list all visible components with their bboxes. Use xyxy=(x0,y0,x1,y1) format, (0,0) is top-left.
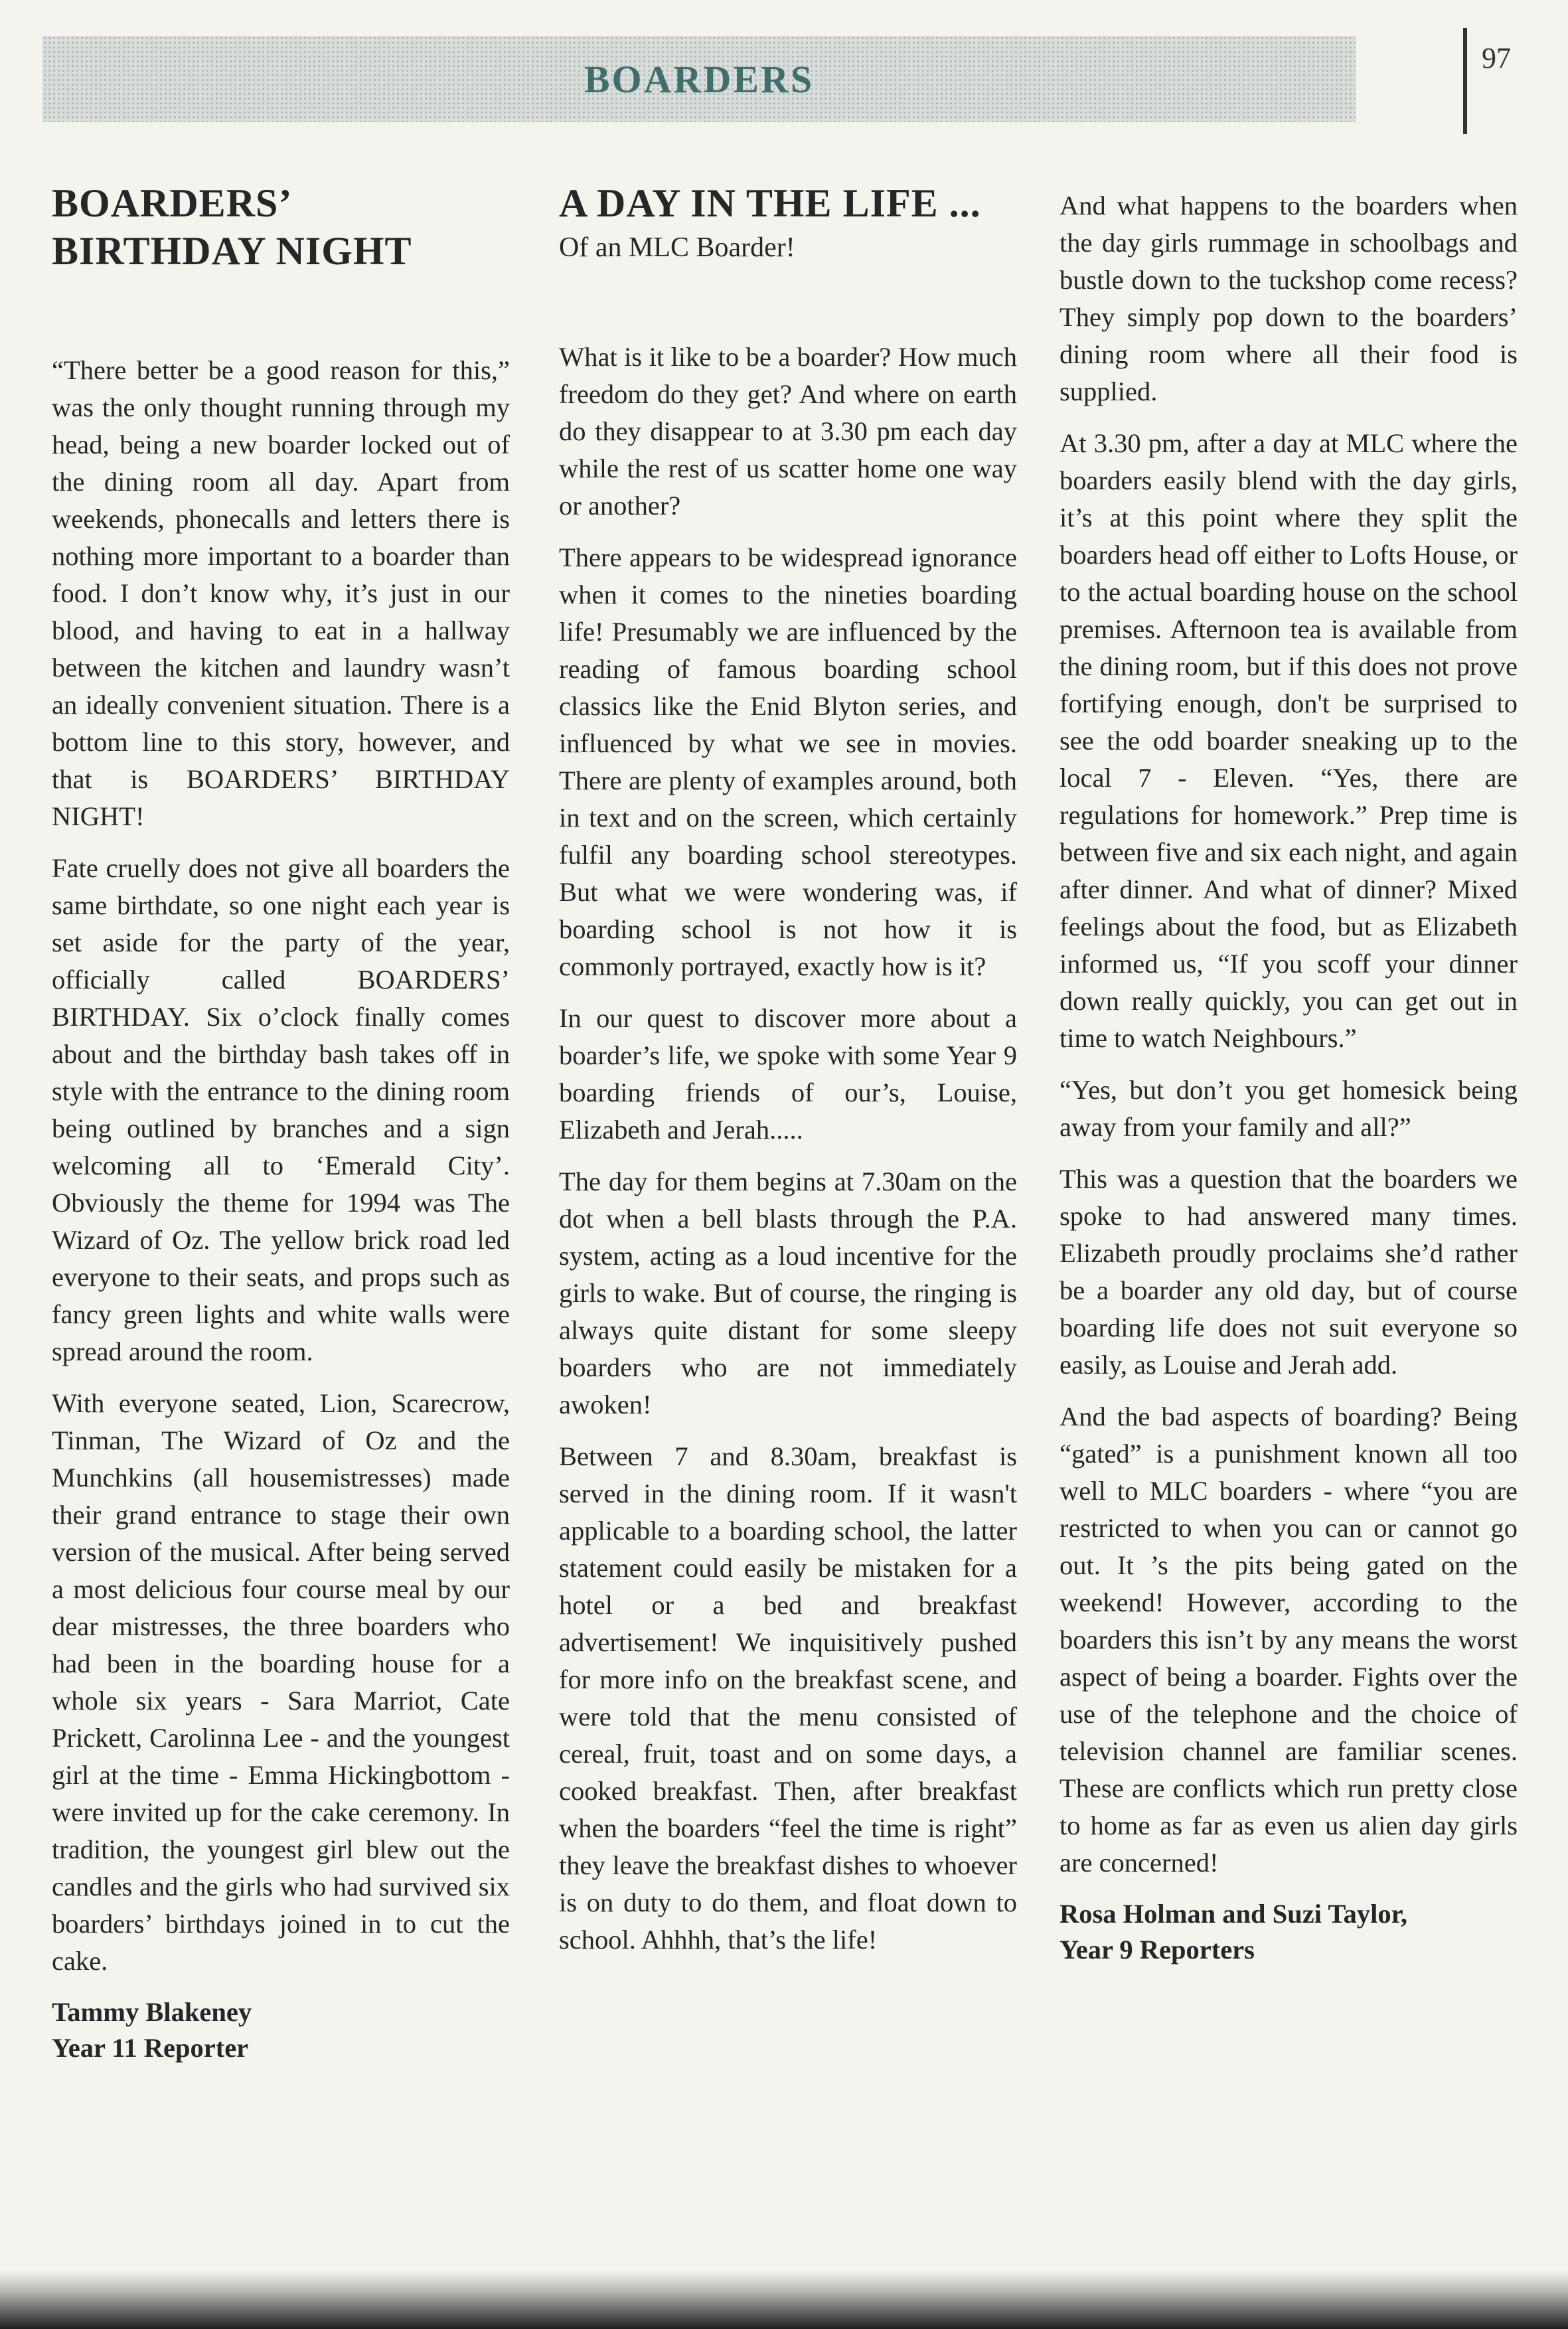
paragraph: And what happens to the boarders when the day girls rummage in schoolbags and bustle down to the tuckshop come recess? They simply pop down to the boarders’ dining room where all their food is supplied. xyxy=(1059,191,1518,406)
page-edge-shadow xyxy=(0,2271,1568,2329)
page-number-rule xyxy=(1463,28,1467,134)
headline-line-1: BOARDERS’ xyxy=(52,181,293,225)
page-number: 97 xyxy=(1482,42,1511,74)
byline-name: Rosa Holman and Suzi Taylor, xyxy=(1059,1899,1408,1929)
byline-role: Year 11 Reporter xyxy=(52,2033,249,2063)
article-day-in-the-life-continued xyxy=(1059,187,1518,1968)
paragraph: With everyone seated, Lion, Scarecrow, Tinman, The Wizard of Oz and the Munchkins (all housemistresses) made their grand entrance to stage their own version of the musical. After being served a most delicious four course meal by our dear mistresses, the three boarders who had been in the boarding house for a whole six years - Sara Marriot, Cate Prickett, Carolinna Lee - and the youngest girl at the time - Emma Hickingbottom - were invited up for the cake ceremony. In tradition, the youngest girl blew out the candles and the girls who had survived six boarders’ birthdays joined in to cut the cake. xyxy=(52,1388,510,1976)
byline-role: Year 9 Reporters xyxy=(1059,1935,1255,1965)
article-headline xyxy=(52,179,510,275)
article-day-in-the-life xyxy=(559,179,1017,1973)
paragraph: The day for them begins at 7.30am on the dot when a bell blasts through the P.A. system, acting as a loud incentive for the girls to wake. But of course, the ringing is always quite distant for some sleepy boarders who are not immediately awoken! xyxy=(559,1166,1017,1419)
section-title: BOARDERS xyxy=(584,58,815,101)
paragraph: “There better be a good reason for this,” was the only thought running through my head, being a new boarder locked out of the dining room all day. Apart from weekends, phonecalls and letters there is nothing more important to a boarder than food. I don’t know why, it’s just in our blood, and having to eat in a hallway between the kitchen and laundry wasn’t an ideally convenient situation. There is a bottom line to this story, however, and that is BOARDERS’ BIRTHDAY NIGHT! xyxy=(52,355,510,831)
paragraph: In our quest to discover more about a boarder’s life, we spoke with some Year 9 boarding friends of our’s, Louise, Elizabeth and Jerah..... xyxy=(559,1003,1017,1145)
paragraph: And the bad aspects of boarding? Being “gated” is a punishment known all too well to MLC boarders - where “you are restricted to when you can or cannot go out. It ’s the pits being gated on the weekend! However, according to the boarders this isn’t by any means the worst aspect of being a boarder. Fights over the use of the telephone and the choice of television channel are familiar scenes. These are conflicts which run pretty close to home as far as even us alien day girls are concerned! xyxy=(1059,1402,1518,1878)
article-headline: A DAY IN THE LIFE ... xyxy=(559,181,981,225)
byline xyxy=(1059,1896,1518,1968)
article-subheadline: Of an MLC Boarder! xyxy=(559,232,795,263)
byline-name: Tammy Blakeney xyxy=(52,1997,252,2027)
paragraph: Between 7 and 8.30am, breakfast is served in the dining room. If it wasn't applicable to a boarding school, the latter statement could easily be mistaken for a hotel or a bed and breakfast advertisement! We inquisitively pushed for more info on the breakfast scene, and were told that the menu consisted of cereal, fruit, toast and on some days, a cooked breakfast. Then, after breakfast when the boarders “feel the time is right” they leave the breakfast dishes to whoever is on duty to do them, and float down to school. Ahhhh, that’s the life! xyxy=(559,1441,1017,1955)
byline xyxy=(52,1994,510,2066)
paragraph: Fate cruelly does not give all boarders the same birthdate, so one night each year is set aside for the party of the year, officially called BOARDERS’ BIRTHDAY. Six o’clock finally comes about and the birthday bash takes off in style with the entrance to the dining room being outlined by branches and a sign welcoming all to ‘Emerald City’. Obviously the theme for 1994 was The Wizard of Oz. The yellow brick road led everyone to their seats, and props such as fancy green lights and white walls were spread around the room. xyxy=(52,853,510,1366)
paragraph: There appears to be widespread ignorance when it comes to the nineties boarding life! Presumably we are influenced by the reading of famous boarding school classics like the Enid Blyton series, and influenced by what we see in movies. There are plenty of examples around, both in text and on the screen, which certainly fulfil any boarding school stereotypes. But what we were wondering was, if boarding school is not how it is commonly portrayed, exactly how is it? xyxy=(559,542,1017,981)
paragraph: At 3.30 pm, after a day at MLC where the boarders easily blend with the day girls, it’s at this point where they split the boarders head off either to Lofts House, or to the actual boarding house on the school premises. Afternoon tea is available from the dining room, but if this does not prove fortifying enough, don't be surprised to see the odd boarder sneaking up to the local 7 - Eleven. “Yes, there are regulations for homework.” Prep time is between five and six each night, and again after dinner. And what of dinner? Mixed feelings about the food, but as Elizabeth informed us, “If you scoff your dinner down really quickly, you can get out in time to watch Neighbours.” xyxy=(1059,428,1518,1053)
article-birthday-night xyxy=(52,179,510,2066)
paragraph: This was a question that the boarders we spoke to had answered many times. Elizabeth proudly proclaims she’d rather be a boarder any old day, but of course boarding life does not suit everyone so easily, as Louise and Jerah add. xyxy=(1059,1164,1518,1380)
headline-line-2: BIRTHDAY NIGHT xyxy=(52,229,412,273)
paragraph: “Yes, but don’t you get homesick being away from your family and all?” xyxy=(1059,1075,1518,1142)
paragraph: What is it like to be a boarder? How much freedom do they get? And where on earth do they disappear to at 3.30 pm each day while the rest of us scatter home one way or another? xyxy=(559,342,1017,521)
